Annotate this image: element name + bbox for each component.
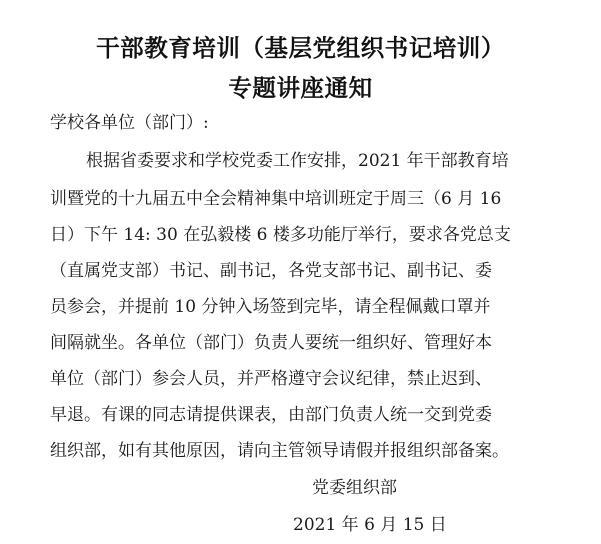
notice-title-line-2: 专题讲座通知 bbox=[228, 74, 373, 102]
body-line-4: （直属党支部）书记、副书记，各党支部书记、副书记、委 bbox=[50, 261, 492, 281]
body-line-5: 员参会，并提前 10 分钟入场签到完毕，请全程佩戴口罩并 bbox=[50, 297, 491, 317]
body-line-7: 单位（部门）参会人员，并严格遵守会议纪律，禁止迟到、 bbox=[50, 369, 492, 389]
signature-date: 2021 年 6 月 15 日 bbox=[293, 515, 447, 535]
body-line-1: 根据省委要求和学校党委工作安排，2021 年干部教育培 bbox=[86, 151, 509, 171]
body-line-8: 早退。有课的同志请提供课表，由部门负责人统一交到党委 bbox=[50, 405, 492, 425]
body-line-6: 间隔就坐。各单位（部门）负责人要统一组织好、管理好本 bbox=[50, 333, 492, 353]
signature-organization: 党委组织部 bbox=[312, 478, 397, 498]
salutation: 学校各单位（部门）: bbox=[50, 113, 209, 133]
body-line-3: 日）下午 14: 30 在弘毅楼 6 楼多功能厅举行，要求各党总支 bbox=[50, 225, 511, 245]
body-line-2: 训暨党的十九届五中全会精神集中培训班定于周三（6 月 16 bbox=[50, 189, 502, 209]
body-line-9: 组织部，如有其他原因，请向主管领导请假并报组织部备案。 bbox=[50, 441, 509, 461]
notice-title-line-1: 干部教育培训（基层党组织书记培训） bbox=[96, 34, 505, 62]
